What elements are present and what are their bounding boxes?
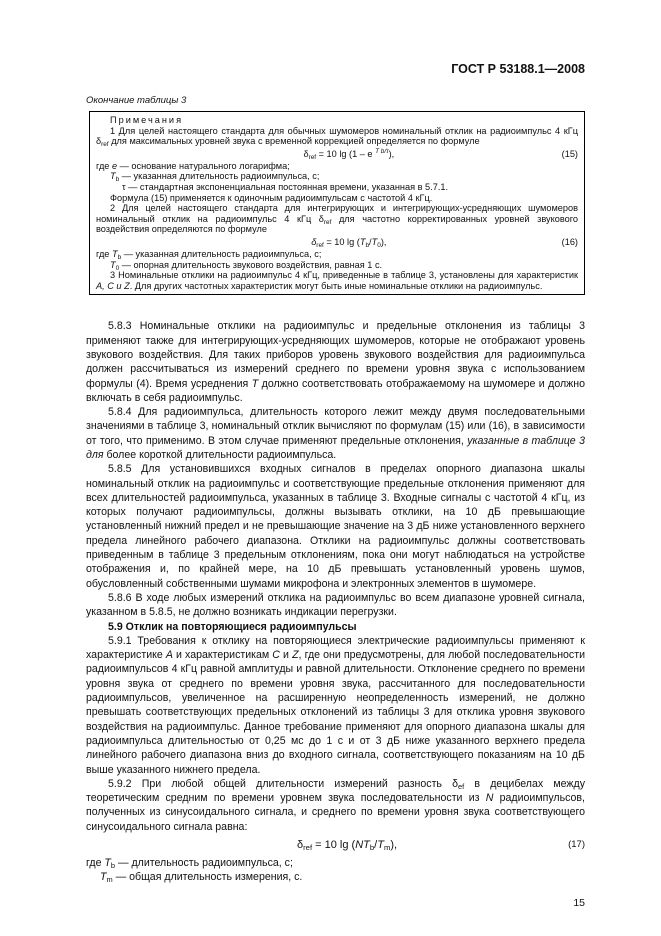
note-1-remark: Формула (15) применяется к одиночным радиоимпульсам с частотой 4 кГц. bbox=[110, 192, 433, 203]
where-tb: $T_b$ — указанная длительность радиоимпульса, с; bbox=[110, 171, 320, 184]
table-notes-box bbox=[89, 111, 585, 295]
where-t0: $T_0$ — опорная длительность звукового воздействия, равная 1 с. bbox=[110, 259, 383, 272]
page-number: 15 bbox=[573, 896, 585, 909]
notes-title: Примечания bbox=[110, 115, 184, 125]
clause-5-9-1: 5.9.1 Требования к отклику на повторяющиеся электрические радиоимпульсы применяют к характеристике A и характеристикам C и Z, где они предусмотрены, для любой последовательности радиоимпульсов 4 кГц равной амплитуды и равной длительности. Отклонение среднего по времени уровня звука от среднего по времени уровня звука, рассчитанного для последовательности радиоимпульсов, увеличенное на расширенную неопределенность измерений, не должно превышать соответствующих предельных отклонений из таблицы 3 для отклика уровня звукового воздействия на радиоимпульс. Данное требование применяют для опорного диапазона шкалы для радиоимпульса длительностью от 0,25 мс до 1 с и от 3 дБ ниже указанного верхнего предела линейного рабочего диапазона вниз до входного сигнала, соответствующего показаниям на 10 дБ выше указанного нижнего предела. bbox=[86, 634, 585, 776]
where-e: где e — основание натурального логарифма; bbox=[96, 160, 290, 171]
clause-5-8-3: 5.8.3 Номинальные отклики на радиоимпульс и предельные отклонения из таблицы 3 применяют также для интегрирующих-усредняющих шумомеров, которые не отображают уровень звукового воздействия. Для таких приборов уровень звукового воздействия для радиоимпульса должен рассчитываться из измерений среднего по времени уровня звука с использованием формулы (4). Время усреднения T должно соответствовать отображаемому на шумомере и должно включать в себя радиоимпульс. bbox=[86, 320, 586, 404]
formula-number: (16) bbox=[561, 236, 578, 247]
clause-5-8-4: 5.8.4 Для радиоимпульса, длительность которого лежит между двумя последовательными значениями в таблице 3, номинальный отклик вычисляют по формулам (15) или (16), в зависимости от того, что применимо. В этом случае применяют предельные отклонения, указанные в таблице 3 для более короткой длительности радиоимпульса. bbox=[86, 406, 585, 461]
where-tb-3: где $T_b$ — длительность радиоимпульса, с; bbox=[86, 857, 293, 870]
document-header: ГОСТ Р 53188.1—2008 bbox=[451, 62, 585, 76]
clause-5-9-2: 5.9.2 При любой общей длительности измерений разность $\delta_{ef}$ в децибелах между теоретическим средним по времени уровнем звука последовательности из N радиоимпульсов, полученных из синусоидального сигнала, и среднего по времени уровня звука соответствующего синусоидального сигнала равна: bbox=[86, 777, 585, 833]
formula-17: $\delta_{ref} = 10$ $\lg (NT_b/T_m)$, (17) bbox=[296, 839, 585, 852]
note-3: 3 Номинальные отклики на радиоимпульс 4 кГц, приведенные в таблице 3, установлены для характеристик A, C и Z. Для других частотных характеристик могут быть иные номинальные отклики на радиоимпульс. bbox=[96, 270, 578, 291]
formula-15: $\delta_{ref} = 10$ lg (1 – e $^{T b/\tau}$), (15) bbox=[303, 147, 578, 161]
section-5-9-heading: 5.9 Отклик на повторяющиеся радиоимпульсы bbox=[108, 620, 357, 633]
clause-5-8-6: 5.8.6 В ходе любых измерений отклика на радиоимпульс во всем диапазоне уровней сигнала, указанном в 5.8.5, не должно возникать индикации перегрузки. bbox=[86, 591, 585, 619]
note-1: 1 Для целей настоящего стандарта для обычных шумомеров номинальный отклик на радиоимпульс 4 кГц $\delta_{ref}$ для максимальных уровней звука с временной коррекцией определяется по формуле bbox=[96, 125, 578, 149]
where-tm: $T_m$ — общая длительность измерения, с. bbox=[100, 871, 303, 885]
where-tau: τ — стандартная экспоненциальная постоянная времени, указанная в 5.7.1. bbox=[122, 181, 449, 192]
note-2: 2 Для целей настоящего стандарта для интегрирующих и интегрирующих-усредняющих шумомеров номинальный отклик на радиоимпульс 4 кГц $\delta_{ref}$ для частотно корректированных уровней звукового воздействия определяются по формуле bbox=[96, 203, 578, 235]
formula-16: $\delta_{ref} = 10$ $\lg (T_b/T_0)$, (16) bbox=[311, 236, 578, 249]
where-tb-2: где $T_b$ — указанная длительность радиоимпульса, с; bbox=[96, 248, 322, 261]
formula-number: (15) bbox=[561, 148, 578, 159]
table-caption: Окончание таблицы 3 bbox=[86, 95, 187, 106]
formula-number: (17) bbox=[568, 839, 585, 850]
body-text bbox=[86, 319, 585, 884]
clause-5-8-5: 5.8.5 Для установившихся входных сигналов в пределах опорного диапазона шкалы номинальный отклик на радиоимпульс и соответствующие предельные отклонения применяют для всех длительностей радиоимпульса, указанных в таблице 3. Входные сигналы с частотой 4 кГц, из которых получают радиоимпульсы, должны вызывать отклики, на 10 дБ превышающие установленный нижний предел и не превышающие значение на 3 дБ ниже установленного верхнего предела линейного рабочего диапазона. Отклики на радиоимпульс должны соответствовать приведенным в таблице 3 предельным отклонениям, пока они могут наблюдаться на устройстве отображения и, по крайней мере, на 10 дБ превышать установленный уровень шумов, обусловленный собственными шумами микрофона и электронных элементов в шумомере. bbox=[86, 463, 585, 590]
